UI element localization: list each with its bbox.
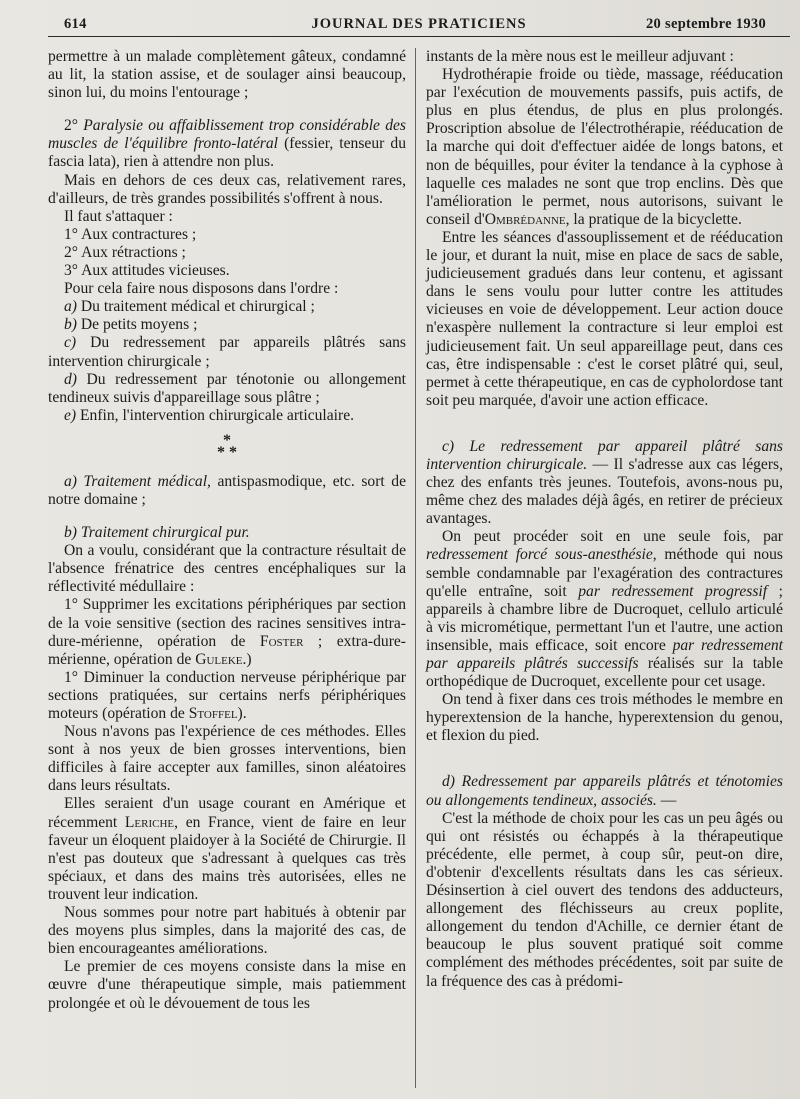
right-column (426, 48, 783, 1088)
author-name: Foster (259, 632, 304, 650)
paragraph: 1° Diminuer la conduction nerveuse périphérique par sections pratiquées, sur certains nerfs périphériques moteurs (opération de Stoffel). (48, 668, 406, 722)
paragraph: instants de la mère nous est le meilleur adjuvant : (426, 48, 734, 65)
list-item: a) Du traitement médical et chirurgical ; (64, 298, 315, 316)
author-name: Guleke (195, 650, 243, 668)
italic-heading: Paralysie ou affaiblissement trop considérable des muscles de l'équilibre fronto-latéral (48, 117, 406, 153)
author-name: Leriche (124, 813, 175, 831)
paragraph: Entre les séances d'assouplissement et de rééducation le jour, et durant la nuit, mise en place de sacs de sable, judicieusement gradués dans leur contenu, et agissant dans le sens voulu pour lutter contre les attitudes vicieuses en voie de développement. Leur action douce n'exaspère nullement la contracture si leur emploi est judicieusement fait. Un seul appareillage peut, dans ces cas, être indispensable : c'est le corset plâtré qui, seul, permet à cette thérapeutique, en cas de cypholordose tant soit peu marquée, d'avoir une action efficace. (426, 228, 783, 409)
list-item: 1° Aux contractures ; (64, 225, 197, 243)
paragraph: Nous sommes pour notre part habitués à obtenir par des moyens plus simples, dans la majorité des cas, de bien encourageantes améliorations. (48, 904, 406, 958)
paragraph: 2° Paralysie ou affaiblissement trop considérable des muscles de l'équilibre fronto-latéral (fessier, tenseur du fascia lata), rien à attendre non plus. (48, 117, 406, 171)
paragraph: Nous n'avons pas l'expérience de ces méthodes. Elles sont à nos yeux de bien grosses interventions, bien difficiles à faire accepter aux familles, sinon aléatoires dans leurs résultats. (48, 723, 406, 795)
paragraph: C'est la méthode de choix pour les cas un peu âgés ou qui ont résistés ou échappés à la thérapeutique précédente, elle permet, à coup sûr, peut-on dire, d'obtenir d'excellents résultats dans les cas sérieux. Désinsertion à ciel ouvert des tendons des adducteurs, allongement des fléchisseurs au creux poplite, allongement du tendon d'Achille, ce dernier étant de beaucoup le plus souvent pratiqué soit comme complément des méthodes précédentes, soit par suite de la fréquence des cas à prédomi- (426, 809, 783, 990)
issue-date: 20 septembre 1930 (645, 16, 766, 32)
list-item: d) Du redressement par ténotonie ou allongement tendineux suivis d'appareillage sous plâtre ; (48, 370, 406, 406)
italic-heading: a) Traitement médical, (64, 472, 211, 490)
left-column (48, 48, 406, 1088)
list-item: b) De petits moyens ; (64, 316, 198, 334)
author-name: Ombrédanne (484, 210, 566, 228)
paragraph: Hydrothérapie froide ou tiède, massage, rééducation par l'exécution de mouvements passifs, puis actifs, de plus en plus étendus, de plus en plus prolongés. Proscription absolue de l'électrothérapie, rééducation de la marche qui doit d'effectuer aidée de longs batons, et non de béquilles, pour éviter la tendance à la cyphose à laquelle ces malades ne sont que trop enclins. Dès que l'amélioration le permet, nous autorisons, suivant le conseil d'Ombrédanne, la pratique de la bicyclette. (426, 66, 783, 228)
italic-heading: d) Redressement par appareils plâtrés et ténotomies ou allongements tendineux, associés. (426, 773, 783, 809)
running-header (48, 14, 790, 37)
column-divider (415, 48, 416, 1088)
list-item: 3° Aux attitudes vicieuses. (64, 262, 230, 280)
list-item: c) Du redressement par appareils plâtrés sans intervention chirurgicale ; (48, 334, 406, 370)
list-item: e) Enfin, l'intervention chirurgicale articulaire. (64, 406, 355, 424)
paragraph: c) Le redressement par appareil plâtré sans intervention chirurgicale. — Il s'adresse aux cas légers, chez des enfants très jeunes. Toutefois, avons-nous pu, même chez des malades déjà âgés, en retirer de précieux avantages. (426, 437, 783, 528)
paragraph: a) Traitement médical, antispasmodique, etc. sort de notre domaine ; (48, 472, 406, 508)
paragraph: permettre à un malade complètement gâteux, condamné au lit, la station assise, et de soulager ainsi beaucoup, sinon lui, du moins l'entourage ; (48, 48, 406, 102)
list-item: 2° Aux rétractions ; (64, 243, 186, 261)
paragraph: Le premier de ces moyens consiste dans la mise en œuvre d'une thérapeutique simple, mais patiemment prolongée et où le dévouement de tous les (48, 958, 406, 1012)
paragraph: On tend à fixer dans ces trois méthodes le membre en hyperextension de la hanche, hyperextension du genou, et flexion du pied. (426, 691, 783, 745)
italic-heading: c) Le redressement par appareil plâtré sans intervention chirurgicale. (426, 437, 783, 473)
section-heading: b) Traitement chirurgical pur. (64, 524, 250, 542)
paragraph: On a voulu, considérant que la contracture résultait de l'absence frénatrice des centres encéphaliques sur la réflectivité médullaire : (48, 542, 406, 596)
author-name: Stoffel (188, 705, 238, 722)
paragraph: On peut procéder soit en une seule fois, par redressement forcé sous-anesthésie, méthode qui nous semble condamnable par l'exagération des contractures qu'elle entraîne, soit par redressement progressif ; appareils à chambre libre de Ducroquet, cellulo articulé à vis micrométique, permettant l'un et l'autre, une action insensible, mais efficace, soit encore par redressement par appareils plâtrés successifs réalisés sur la table orthopédique de Ducroquet, excellente pour cet usage. (426, 528, 784, 691)
paragraph: Il faut s'attaquer : (64, 207, 173, 225)
paragraph: Elles seraient d'un usage courant en Amérique et récemment Leriche, en France, vient de faire en leur faveur un éloquent plaidoyer à la Société de Chirurgie. Il n'est pas douteux que s'adressant à quelques cas très spéciaux, et dans des mains très autorisées, elles ne trouvent leur indication. (48, 795, 406, 903)
page-number: 614 (64, 16, 87, 32)
paragraph: Mais en dehors de ces deux cas, relativement rares, d'ailleurs, de très grandes possibilités s'offrent à nous. (48, 171, 406, 207)
section-asterism: * * * (217, 431, 237, 461)
paragraph: Pour cela faire nous disposons dans l'ordre : (64, 280, 339, 298)
paragraph: 1° Supprimer les excitations périphériques par section de la voie sensitive (section des racines sensitives intra-dure-mérienne, opération de Foster ; extra-dure-mérienne, opération de Guleke.) (48, 596, 406, 668)
journal-title: JOURNAL DES PRATICIENS (311, 16, 527, 32)
paragraph: d) Redressement par appareils plâtrés et ténotomies ou allongements tendineux, associés. — (426, 773, 783, 809)
